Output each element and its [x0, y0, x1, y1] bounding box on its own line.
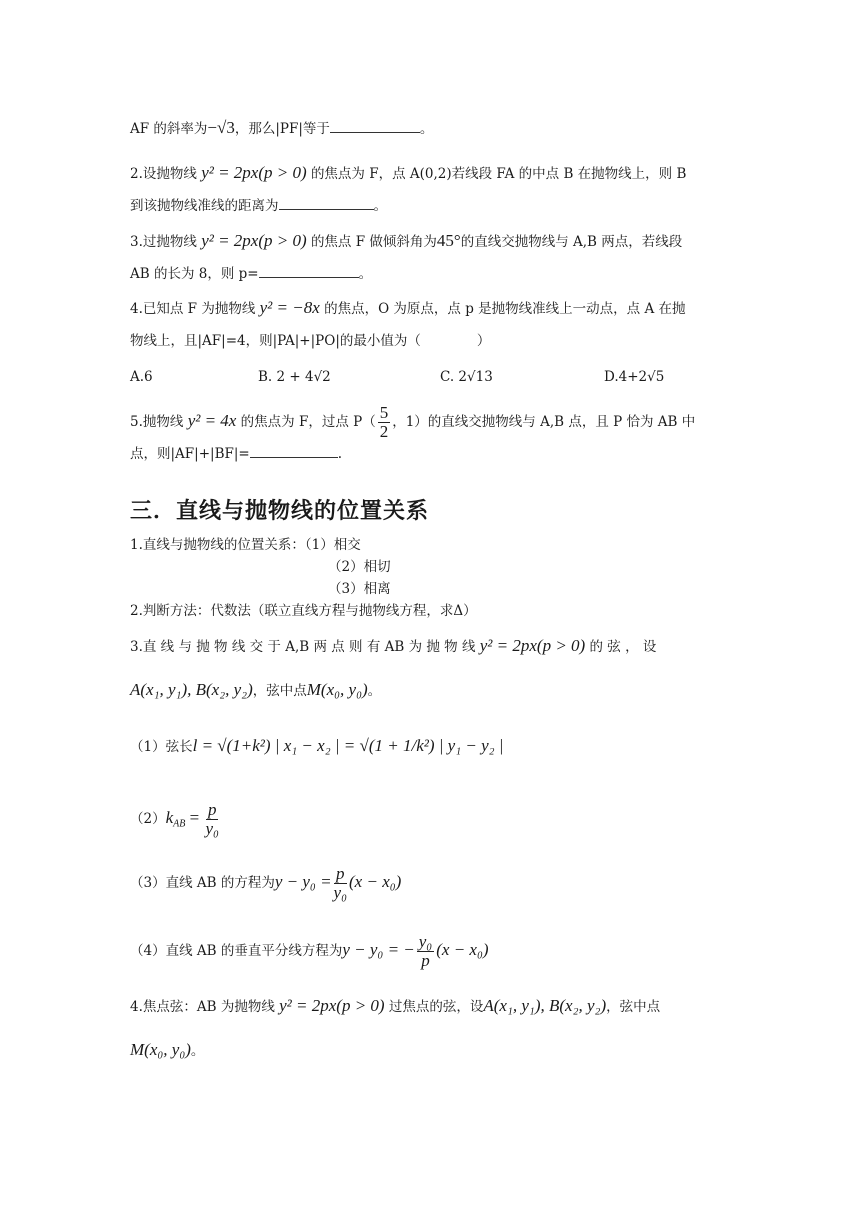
formula-4 — [130, 928, 732, 972]
f2-label: （2） — [130, 811, 166, 827]
q3-text: 的焦点 F 做倾斜角为 — [310, 234, 437, 250]
f4-lhs: y − y₀ = − — [342, 940, 415, 959]
fraction-denominator: y₀ — [333, 883, 348, 902]
f3-lhs: y − y₀ = — [274, 872, 332, 891]
fraction-numerator: p — [207, 800, 217, 819]
q3-text3: AB 的长为 8，则 p= — [130, 266, 259, 282]
q2-end: 。 — [373, 198, 387, 214]
s4-text3: ，弦中点 — [606, 999, 661, 1015]
fraction — [417, 933, 434, 970]
q3-label: 3.过抛物线 — [130, 234, 197, 250]
q1-text: AF 的斜率为 — [130, 121, 208, 137]
q5-label: 5.抛物线 — [130, 414, 184, 430]
s1-line2 — [328, 557, 732, 577]
s3-text3: ，弦中点 — [252, 683, 307, 699]
option-d: D.4+2√5 — [604, 369, 665, 385]
f1-label: （1）弦长 — [130, 739, 193, 755]
q3-end: 。 — [358, 266, 373, 282]
s4-math: y² = 2px(p > 0) — [279, 996, 385, 1015]
option-b: B. 2 + 4√2 — [258, 369, 331, 385]
f2-subscript: AB — [173, 818, 186, 830]
q1-math: −√3 — [207, 118, 235, 137]
s3-end: 。 — [367, 683, 382, 699]
s4-line1 — [130, 996, 732, 1017]
s1-text: 1.直线与抛物线的位置关系：（1）相交 — [130, 537, 361, 553]
answer-blank — [250, 445, 338, 458]
q1-continuation — [130, 118, 732, 139]
q1-end: 。 — [419, 121, 434, 137]
s4-text2: 过焦点的弦，设 — [388, 999, 484, 1015]
q3-angle: 45° — [436, 231, 461, 250]
f2-lhs: k — [165, 808, 174, 827]
s1-tangent: （2）相切 — [328, 559, 391, 575]
q2-line1 — [130, 163, 732, 184]
q5-text2: ，1）的直线交抛物线与 A,B 点，且 P 恰为 AB 中 — [392, 414, 696, 430]
s4-text: 4.焦点弦：AB 为抛物线 — [130, 999, 275, 1015]
q3-line2 — [130, 264, 732, 284]
q2-math: y² = 2px(p > 0) — [201, 163, 307, 182]
fraction-denominator: p — [421, 951, 430, 970]
q5-line2 — [130, 444, 732, 464]
f3-rhs: (x − x₀) — [349, 872, 402, 891]
answer-blank — [259, 265, 359, 278]
s4-end: 。 — [190, 1043, 205, 1059]
fraction-numerator: p — [336, 864, 345, 883]
q3-math: y² = 2px(p > 0) — [201, 231, 307, 250]
q2-line2 — [130, 196, 732, 216]
fraction-numerator: y₀ — [418, 932, 433, 951]
s3-math: y² = 2px(p > 0) — [479, 636, 586, 655]
q5-text3: 点，则|AF|+|BF|= — [130, 446, 250, 462]
formula-2: $(2)k_{AB}$ = $\frac{p}{\text{y₀}}$ — [130, 800, 219, 838]
q4-math: y² = −8x — [259, 298, 320, 317]
s3-midpoint: M(x₀, y₀) — [306, 680, 368, 699]
f4-rhs: (x − x₀) — [436, 940, 489, 959]
s1-separate: （3）相离 — [328, 581, 391, 597]
s1-line3 — [328, 579, 732, 599]
fraction — [378, 404, 391, 441]
fraction — [334, 865, 347, 902]
q4-line2 — [130, 331, 732, 351]
q1-tail: ，那么|PF|等于 — [234, 121, 330, 137]
q5-end: . — [337, 446, 343, 462]
fraction-denominator: y₀ — [205, 819, 219, 838]
q2-text: 的焦点为 F，点 A(0,2)若线段 FA 的中点 B 在抛物线上，则 B — [310, 166, 687, 182]
q2-text2: 到该抛物线准线的距离为 — [130, 198, 279, 214]
answer-blank — [330, 120, 420, 133]
q5-line1 — [130, 403, 732, 441]
s4-line2 — [130, 1040, 732, 1061]
q3-text2: 的直线交抛物线与 A,B 两点，若线段 — [460, 234, 683, 250]
s3-text: 3.直 线 与 抛 物 线 交 于 A,B 两 点 则 有 AB 为 抛 物 线 — [130, 639, 476, 655]
s1-line1 — [130, 535, 732, 555]
s3-points: A(x₁, y₁), B(x₂, y₂) — [130, 680, 253, 699]
q4-line1 — [130, 298, 732, 319]
fraction — [205, 801, 218, 838]
option-c: C. 2√13 — [440, 369, 493, 385]
s3-text2: 的 弦 ， 设 — [589, 639, 657, 655]
s2-line — [130, 601, 732, 621]
s3-line2 — [130, 680, 732, 701]
f4-label: （4）直线 AB 的垂直平分线方程为 — [130, 943, 343, 959]
q4-close: ） — [476, 333, 491, 349]
fraction-numerator: 5 — [379, 403, 389, 422]
q4-text2: 物线上，且|AF|=4，则|PA|+|PO|的最小值为（ — [130, 333, 421, 349]
f1-math: l = √(1+k²) | x₁ − x₂ | = √(1 + 1/k²) | y₁ − y₂ | — [192, 736, 504, 755]
option-a: A.6 — [130, 369, 153, 385]
formula-3 — [130, 860, 732, 904]
section-title: 三．直线与抛物线的位置关系 — [130, 499, 430, 524]
q4-text: 的焦点，O 为原点，点 p 是抛物线准线上一动点，点 A 在抛 — [324, 301, 686, 317]
q5-math: y² = 4x — [187, 411, 237, 430]
q5-text: 的焦点为 F，过点 P（ — [240, 414, 376, 430]
s4-midpoint: M(x₀, y₀) — [130, 1040, 191, 1059]
s3-line1 — [130, 636, 732, 657]
q2-label: 2.设抛物线 — [130, 166, 197, 182]
formula-1 — [130, 736, 732, 757]
s2-text: 2.判断方法：代数法（联立直线方程与抛物线方程，求Δ） — [130, 603, 477, 619]
answer-blank — [279, 197, 374, 210]
f3-label: （3）直线 AB 的方程为 — [130, 875, 275, 891]
q3-line1 — [130, 231, 732, 252]
q4-label: 4.已知点 F 为抛物线 — [130, 301, 256, 317]
fraction-denominator: 2 — [379, 422, 389, 441]
s4-points: A(x₁, y₁), B(x₂, y₂) — [483, 996, 607, 1015]
